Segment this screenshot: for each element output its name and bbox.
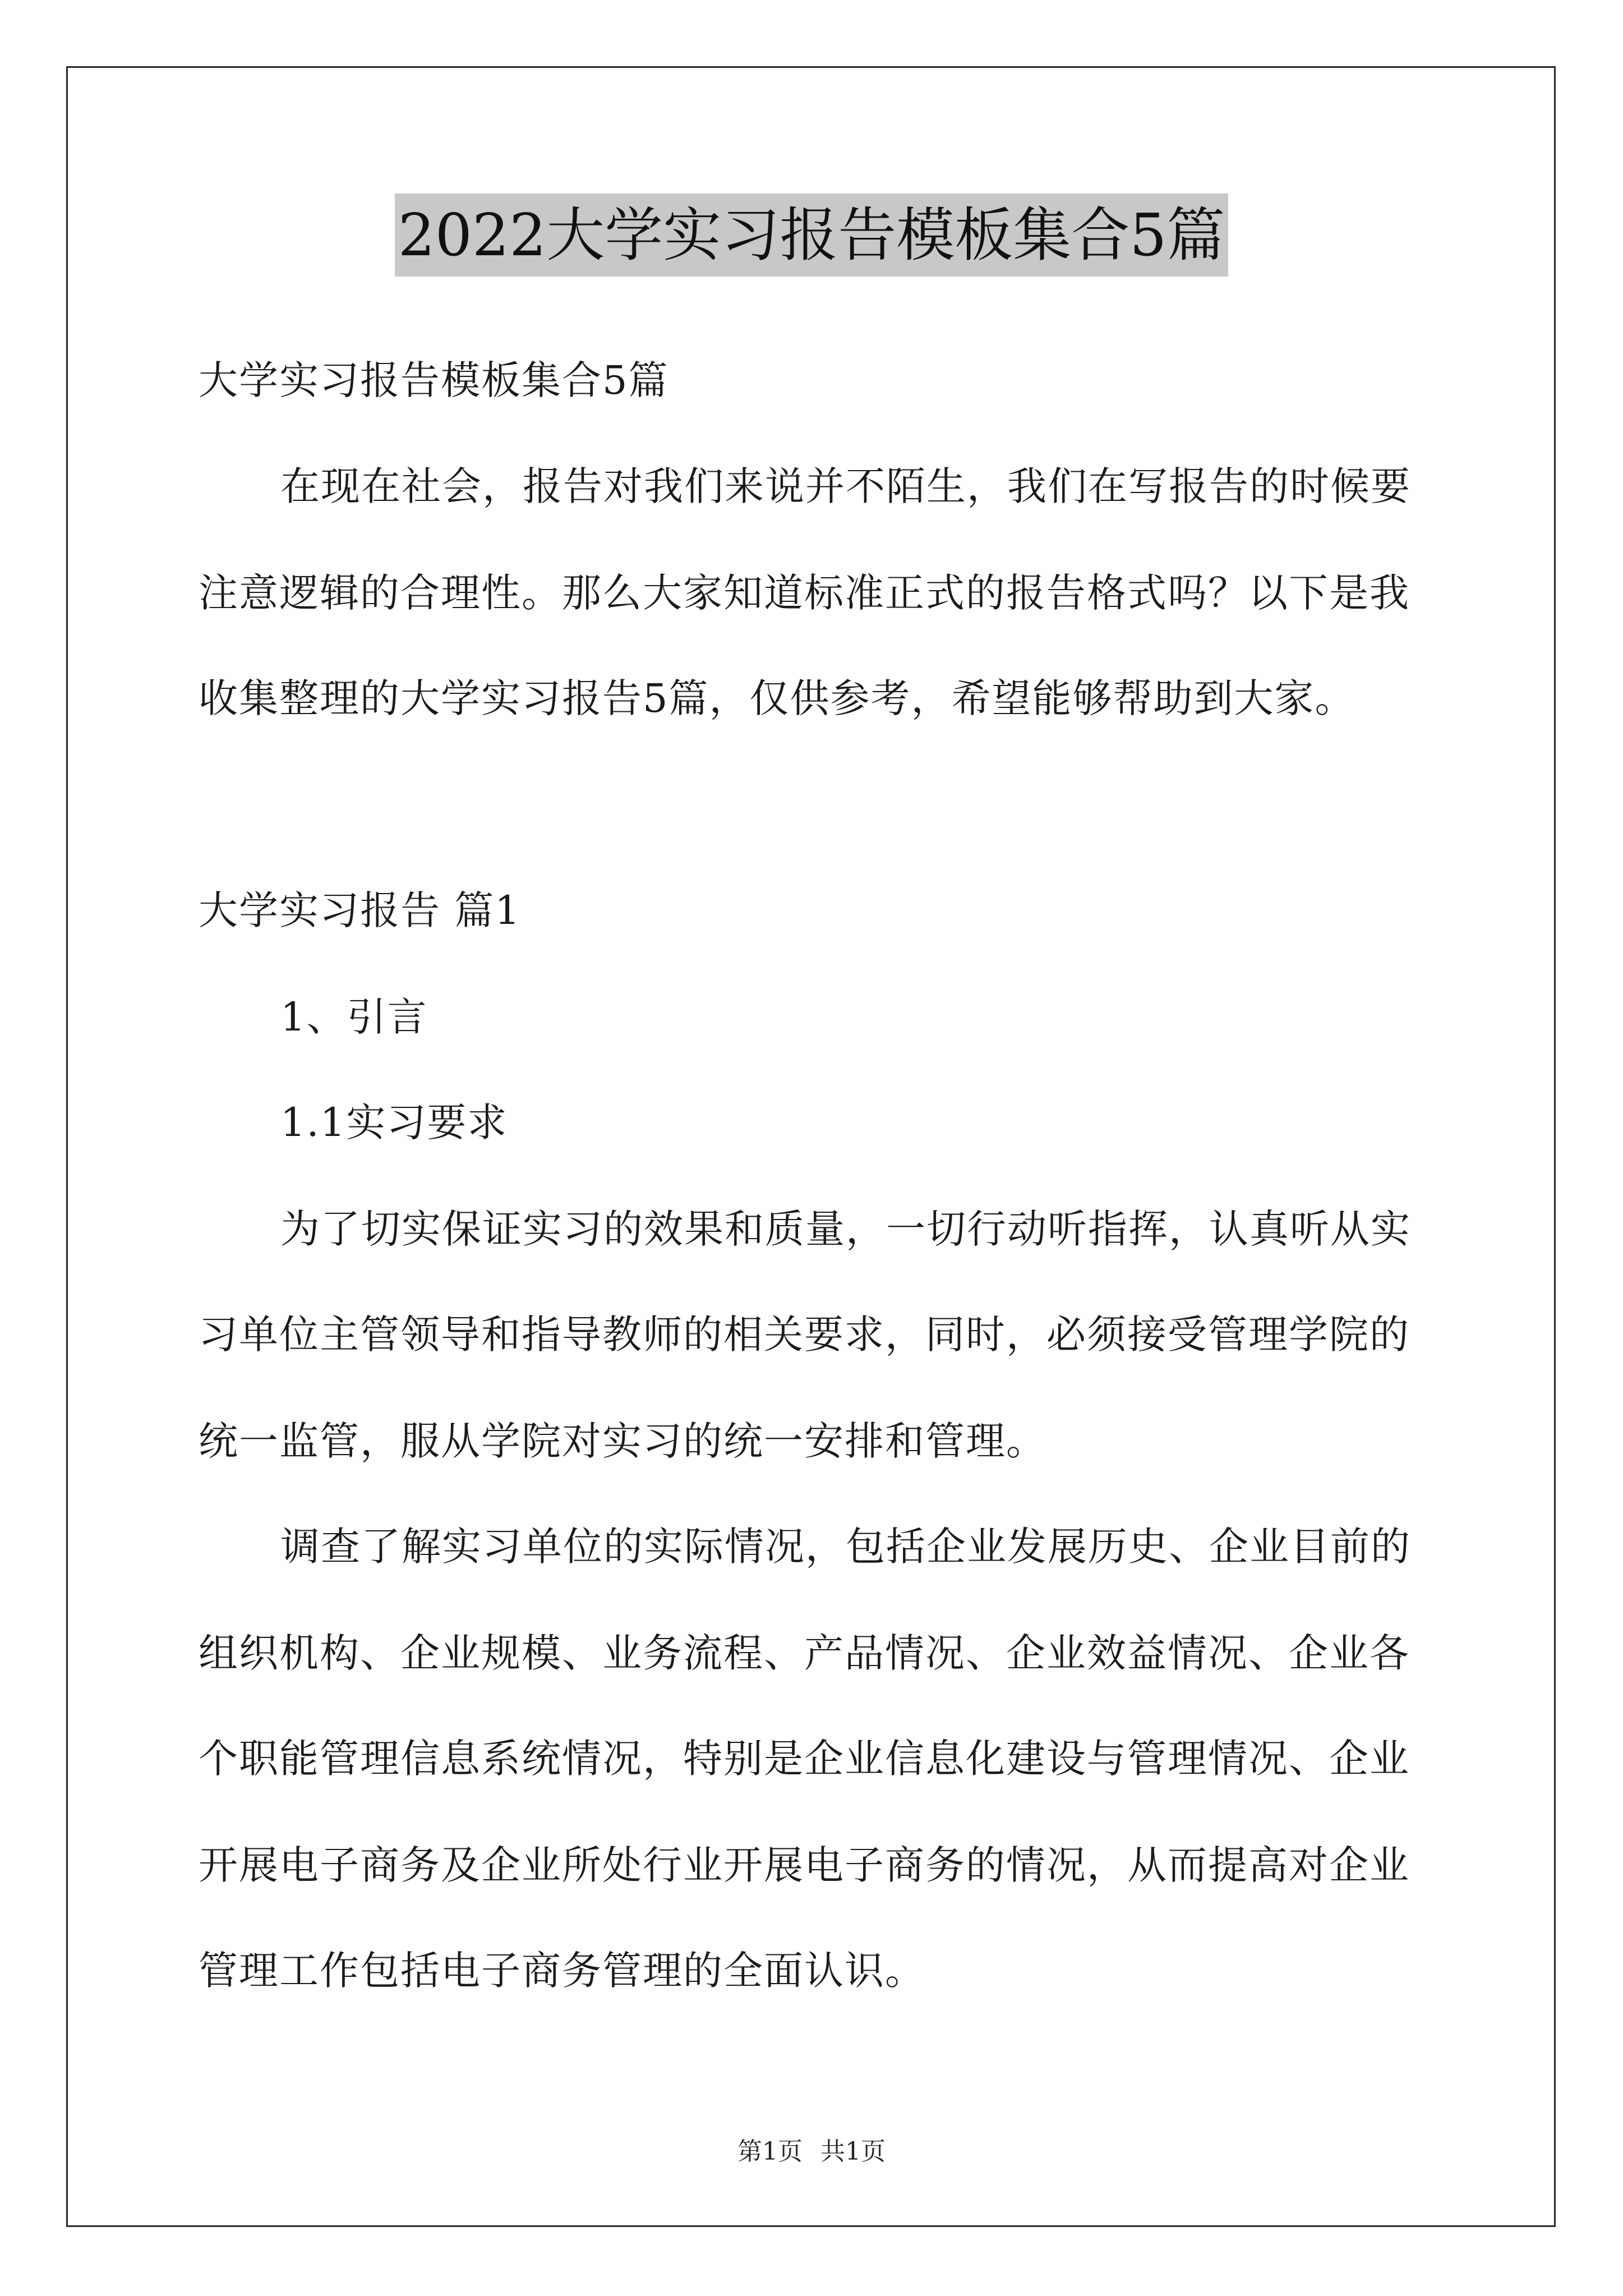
- intro-line-3: 收集整理的大学实习报告5篇，仅供参考，希望能够帮助到大家。: [199, 675, 1355, 721]
- section-heading: 大学实习报告 篇1: [199, 887, 521, 933]
- page-total: 共1页: [820, 2137, 886, 2166]
- para2-line-3: 个职能管理信息系统情况，特别是企业信息化建设与管理情况、企业: [199, 1736, 1410, 1782]
- para2-line-4: 开展电子商务及企业所处行业开展电子商务的情况，从而提高对企业: [199, 1842, 1410, 1888]
- heading-1-1: 1.1实习要求: [280, 1099, 508, 1145]
- heading-1: 1、引言: [280, 994, 428, 1040]
- para2-line-5: 管理工作包括电子商务管理的全面认识。: [199, 1948, 925, 1994]
- title-wrap: [0, 194, 1623, 277]
- para1-line-1: 为了切实保证实习的效果和质量，一切行动听指挥，认真听从实: [280, 1206, 1411, 1252]
- para2-line-1: 调查了解实习单位的实际情况，包括企业发展历史、企业目前的: [280, 1524, 1411, 1570]
- para1-line-3: 统一监管，服从学院对实习的统一安排和管理。: [199, 1418, 1046, 1464]
- para2-line-2: 组织机构、企业规模、业务流程、产品情况、企业效益情况、企业各: [199, 1630, 1410, 1676]
- document-subtitle: 大学实习报告模板集合5篇: [199, 357, 669, 403]
- intro-line-1: 在现在社会，报告对我们来说并不陌生，我们在写报告的时候要: [280, 463, 1411, 509]
- intro-line-2: 注意逻辑的合理性。那么大家知道标准正式的报告格式吗？以下是我: [199, 570, 1410, 616]
- para1-line-2: 习单位主管领导和指导教师的相关要求，同时，必须接受管理学院的: [199, 1312, 1410, 1358]
- page-footer: [0, 2136, 1623, 2168]
- page-number: 第1页: [737, 2137, 803, 2166]
- document-title: 2022大学实习报告模板集合5篇: [395, 194, 1229, 277]
